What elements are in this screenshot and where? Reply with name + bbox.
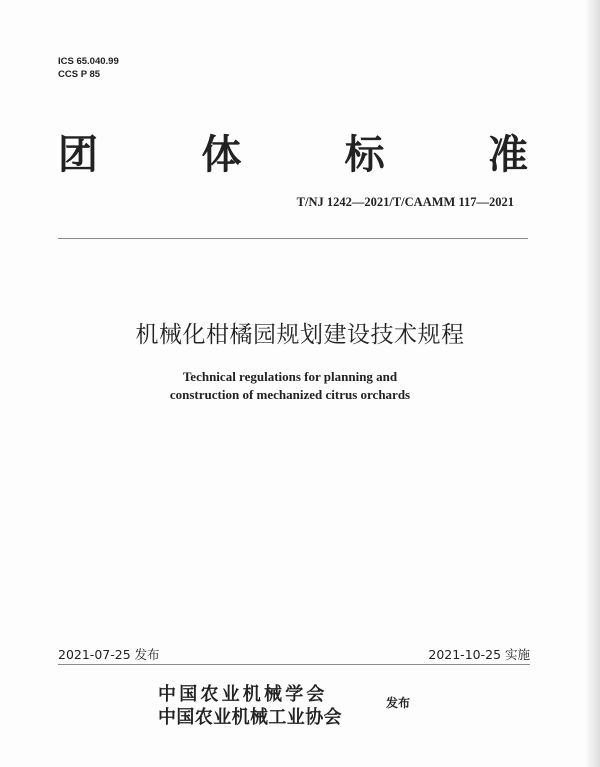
header-divider: [58, 238, 528, 239]
classification-codes: [58, 55, 119, 81]
chinese-title: 机械化柑橘园规划建设技术规程: [135, 322, 465, 348]
ics-code: ICS 65.040.99: [58, 56, 119, 67]
page-edge-shadow: [586, 0, 600, 767]
footer-divider: [58, 664, 530, 665]
doc-type-char-1: 团: [58, 131, 98, 178]
implementation-date: 2021-10-25 实施: [428, 647, 530, 662]
publisher-org-1: 中国农业机械学会: [158, 684, 328, 705]
document-type-heading: [58, 126, 528, 176]
publish-label: 发布: [386, 696, 411, 710]
standard-number: T/NJ 1242—2021/T/CAAMM 117—2021: [296, 195, 514, 209]
ccs-code: CCS P 85: [58, 69, 101, 80]
english-title-line-2: construction of mechanized citrus orchards: [169, 387, 411, 402]
doc-type-char-2: 体: [201, 131, 242, 178]
doc-type-char-3: 标: [344, 131, 385, 178]
doc-type-char-4: 准: [487, 131, 528, 178]
english-title-line-1: Technical regulations for planning and: [182, 369, 398, 384]
issue-date: 2021-07-25 发布: [58, 647, 160, 662]
english-title: [0, 368, 580, 404]
publisher-org-2: 中国农业机械工业协会: [158, 707, 342, 728]
